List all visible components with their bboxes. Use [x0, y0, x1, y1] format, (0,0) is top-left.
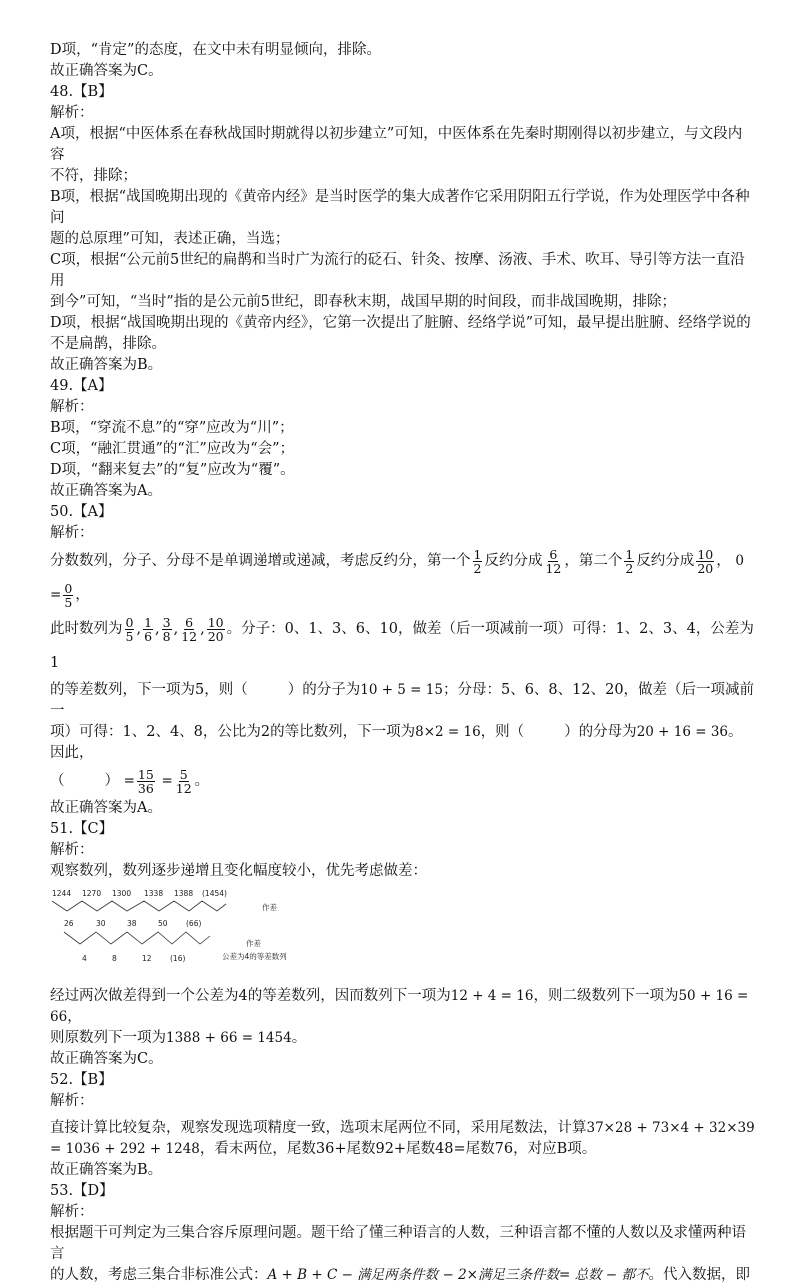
q51-line-2 [50, 1028, 755, 1049]
math-expression: 8×2 = 16 [415, 724, 481, 740]
q52-line-1 [50, 1118, 755, 1139]
text-span: 。 [291, 1030, 307, 1046]
row-3-values [82, 954, 185, 963]
seq-value: 4 [82, 954, 87, 963]
text-line: 不符，排除； [50, 168, 137, 184]
denominator: 12 [545, 560, 562, 576]
text-line: 题的总原理”可知，表述正确，当选； [50, 231, 290, 247]
explanation-lines-48-49 [50, 40, 755, 544]
diff-note: 公差为4的等差数列 [222, 952, 287, 961]
seq-value: 1244 [52, 889, 72, 898]
seq-value: 1270 [82, 889, 102, 898]
q50-line-5 [50, 764, 755, 798]
text-span: 反约分成 [484, 553, 543, 569]
question-number: 51.【C】 [50, 821, 114, 837]
text-span: ，则（ [480, 724, 525, 740]
denominator: 36 [137, 780, 154, 796]
text-line: 故正确答案为B。 [50, 357, 163, 373]
q51-line-1 [50, 986, 755, 1028]
q51-explanation [50, 819, 755, 1070]
denominator: 5 [64, 594, 73, 610]
q52-explanation [50, 1070, 755, 1181]
text-line: B项，根据“战国晚期出现的《黄帝内经》是当时医学的集大成著作它采用阴阳五行学说，作为处理医学中各种问 [50, 189, 750, 226]
text-span: ）的分母为 [564, 724, 637, 740]
seq-value: (1454) [202, 889, 227, 898]
denominator: 6 [144, 628, 153, 644]
text-span: ， [75, 587, 90, 603]
denominator: 20 [697, 560, 714, 576]
seq-value: 26 [64, 919, 74, 928]
fraction-0-5 [63, 582, 73, 609]
fraction-5-12 [175, 768, 193, 795]
difference-diagram [50, 886, 350, 976]
denominator: 20 [207, 628, 224, 644]
denominator: 2 [625, 560, 634, 576]
text-line: 故正确答案为A。 [50, 483, 162, 499]
text-span: 则原数列下一项为 [50, 1030, 166, 1046]
q53-explanation [50, 1181, 755, 1286]
math-expression: 12 + 4 = 16 [450, 988, 534, 1004]
text-span: 项）可得：1、2、4、8，公比为2的等比数列，下一项为 [50, 724, 416, 740]
question-number: 53.【D】 [50, 1183, 114, 1199]
text-span: 。分子：0、1、3、6、10，做差（后一项减前一项）可得：1、2、3、4，公差为1 [50, 621, 754, 671]
text-span: 经过两次做差得到一个公差为4的等差数列，因而数列下一项为 [50, 988, 451, 1004]
text-line: C项，“融汇贯通”的“汇”应改为“会”； [50, 441, 295, 457]
text-span: ）的分子为 [287, 682, 361, 698]
numerator: 10 [207, 614, 224, 630]
text-line: 故正确答案为C。 [50, 63, 163, 79]
seq-value: 8 [112, 954, 117, 963]
zigzag-line [64, 932, 210, 944]
row-2-values [64, 919, 201, 928]
text-span: 反约分成 [636, 553, 695, 569]
text-line: 到今”可知，“当时”指的是公元前5世纪，即春秋末期，战国早期的时间段，而非战国晚期，排除； [50, 294, 676, 310]
numerator: 0 [64, 580, 73, 596]
sequence-term [162, 616, 172, 643]
text-line: 不是扁鹊，排除。 [50, 336, 166, 352]
question-number: 50.【A】 [50, 504, 113, 520]
text-line: 解析： [50, 525, 94, 541]
math-expression: = 1036 + 292 + 1248 [50, 1141, 200, 1157]
equals-sign: = [123, 773, 135, 789]
text-span: 的人数，考虑三集合非标准公式： [50, 1267, 268, 1283]
text-line: 解析： [50, 842, 94, 858]
text-span: ；分母：5、6、8、12、20，做差（后一项减前一 [50, 682, 755, 719]
text-span: 此时数列为 [50, 621, 123, 637]
seq-value: (16) [170, 954, 186, 963]
question-number: 48.【B】 [50, 84, 113, 100]
sequence-term [207, 616, 225, 643]
denominator: 12 [181, 628, 198, 644]
sequence-term [125, 616, 135, 643]
answer-line: 故正确答案为B。 [50, 1162, 163, 1178]
text-line: C项，根据“公元前5世纪的扁鹊和当时广为流行的砭石、针灸、按摩、汤液、手术、吹耳、导引等方法一直沿用 [50, 252, 745, 289]
fraction-15-36 [137, 768, 155, 795]
answer-line: 故正确答案为C。 [50, 1051, 163, 1067]
denominator: 8 [162, 628, 171, 644]
text-span: ，看末两位，尾数36+尾数92+尾数48=尾数76，对应B项。 [199, 1141, 597, 1157]
math-expression: 37×28 + 73×4 + 32×39 [586, 1120, 755, 1136]
seq-value: 50 [158, 919, 168, 928]
answer-line: 故正确答案为A。 [50, 800, 162, 816]
diff-label: 作差 [262, 903, 277, 912]
math-expression: 1388 + 66 = 1454 [166, 1030, 292, 1046]
numerator: 6 [549, 546, 558, 562]
answer-page [50, 40, 755, 1286]
numerator: 15 [137, 766, 154, 782]
text-line: B项，“穿流不息”的“穿”应改为“川”； [50, 420, 294, 436]
math-expression: 0 = [50, 553, 744, 603]
text-span: 直接计算比较复杂，观察发现选项精度一致，选项末尾两位不同，采用尾数法，计算 [50, 1120, 587, 1136]
text-span: ） [104, 773, 119, 789]
text-line: D项，根据“战国晚期出现的《黄帝内经》，它第一次提出了脏腑、经络学说”可知，最早提出脏腑、经络学说的 [50, 315, 751, 331]
seq-value: 1338 [144, 889, 164, 898]
q50-explanation [50, 544, 755, 819]
text-span: 分数数列，分子、分母不是单调递增或递减，考虑反约分，第一个 [50, 553, 471, 569]
text-span: ， [67, 1009, 82, 1025]
q53-line-2 [50, 1265, 755, 1286]
q50-line-1 [50, 544, 755, 612]
numerator: 5 [179, 766, 188, 782]
fraction-1-2 [473, 548, 483, 575]
seq-value: (66) [186, 919, 202, 928]
math-expression: 50 + 16 = 66 [50, 988, 749, 1025]
q52-line-2 [50, 1139, 755, 1160]
seq-value: 1300 [112, 889, 132, 898]
text-span: 。 [194, 773, 210, 789]
numerator: 3 [162, 614, 171, 630]
fraction-1-2 [624, 548, 634, 575]
text-span: ，则二级数列下一项为 [533, 988, 679, 1004]
question-number: 49.【A】 [50, 378, 113, 394]
denominator: 5 [125, 628, 134, 644]
q50-line-3 [50, 680, 755, 722]
text-line: 根据题干可判定为三集合容斥原理问题。题干给了懂三种语言的人数，三种语言都不懂的人数以及求懂两种语言 [50, 1225, 746, 1262]
equals-sign: = [161, 773, 173, 789]
q50-line-4 [50, 722, 755, 764]
sequence-term [143, 616, 153, 643]
text-line: A项，根据“中医体系在春秋战国时期就得以初步建立”可知，中医体系在先秦时期刚得以初步建立，与文段内容 [50, 126, 743, 163]
text-line: D项，“翻来复去”的“复”应改为“覆”。 [50, 462, 295, 478]
seq-value: 12 [142, 954, 152, 963]
question-number: 52.【B】 [50, 1072, 113, 1088]
text-span: ，第二个 [564, 553, 623, 569]
numerator: 1 [625, 546, 634, 562]
text-span: 。代入数据，即 [648, 1267, 750, 1283]
diff-label: 作差 [246, 939, 261, 948]
text-line: 观察数列，数列逐步递增且变化幅度较小，优先考虑做差： [50, 863, 427, 879]
fraction-10-20 [696, 548, 714, 575]
math-expression: 10 + 5 = 15 [360, 682, 443, 698]
numerator: 0 [125, 614, 134, 630]
q50-line-2: 此时数列为 $\frac{0}{5}$ , $\frac{1}{6}$ , $\frac{3}{8}$ , $\frac{6}{12}$ , $\frac{10}{20}$ 。分子：0、1、3、6、10，做差（后一项减前一项）可得：1、2、3、4，公差为1 [50, 614, 754, 671]
text-line: 解析： [50, 399, 94, 415]
row-1-values [52, 889, 227, 898]
text-span: 的等差数列，下一项为5，则（ [50, 682, 248, 698]
seq-value: 38 [127, 919, 137, 928]
text-line: 解析： [50, 1093, 94, 1109]
numerator: 1 [144, 614, 153, 630]
math-expression: A + B + C − 满足两条件数 − 2×满足三条件数= 总数 − 都不 [267, 1267, 649, 1283]
math-expression: 20 + 16 = 36 [636, 724, 729, 740]
seq-value: 1388 [174, 889, 194, 898]
sequence-term [180, 616, 198, 643]
text-line: 解析： [50, 105, 94, 121]
text-span: ， [716, 553, 731, 569]
text-line: 解析： [50, 1204, 94, 1220]
zigzag-line [52, 901, 226, 911]
fraction-6-12 [544, 548, 562, 575]
numerator: 10 [697, 546, 714, 562]
text-span: 。因此， [50, 724, 743, 761]
text-line: D项，“肯定”的态度，在文中未有明显倾向，排除。 [50, 42, 381, 58]
numerator: 6 [185, 614, 194, 630]
denominator: 12 [175, 780, 192, 796]
denominator: 2 [473, 560, 482, 576]
numerator: 1 [473, 546, 482, 562]
text-span: （ [50, 773, 65, 789]
seq-value: 30 [96, 919, 106, 928]
